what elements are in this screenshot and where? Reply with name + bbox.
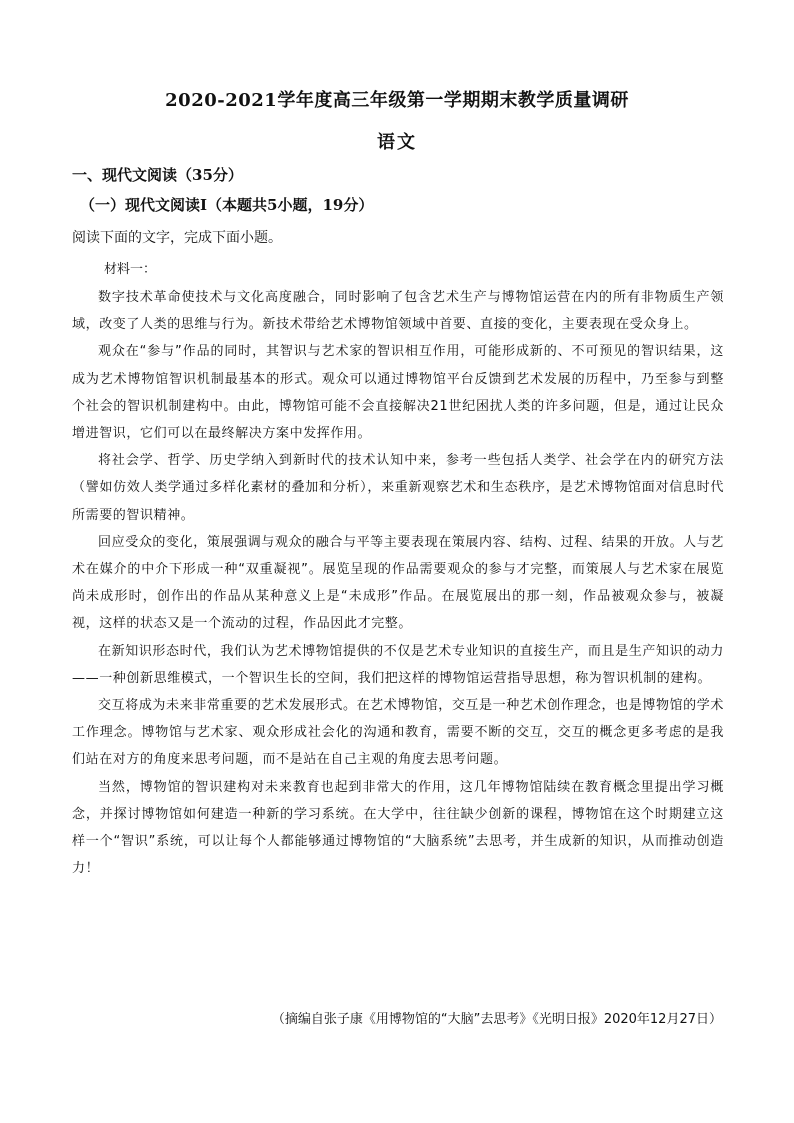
paragraph-4: 回应受众的变化，策展强调与观众的融合与平等主要表现在策展内容、结构、过程、结果的开放。人与艺术在媒介的中介下形成一种“双重凝视”。展览呈现的作品需要观众的参与才完整，而策展人与艺术家在展览尚未成形时，创作出的作品从某种意义上是“未成形”作品。在展览展出的那一刻，作品被观众参与，被凝视，这样的状态又是一个流动的过程，作品因此才完整。 — [72, 534, 724, 632]
section-heading: 一、现代文阅读（35分） — [72, 166, 243, 184]
paragraph-6: 交互将成为未来非常重要的艺术发展形式。在艺术博物馆，交互是一种艺术创作理念，也是博物馆的学术工作理念。博物馆与艺术家、观众形成社会化的沟通和教育，需要不断的交互，交互的概念更多考虑的是我们站在对方的角度来思考问题，而不是站在自己主观的角度去思考问题。 — [72, 698, 724, 768]
source-citation: （摘编自张子康《用博物馆的“大脑”去思考》《光明日报》2020年12月27日） — [271, 1012, 722, 1027]
section-subheading: （一）现代文阅读Ⅰ（本题共5小题，19分） — [80, 196, 374, 214]
material-body — [72, 284, 724, 882]
paragraph-2: 观众在“参与”作品的同时，其智识与艺术家的智识相互作用，可能形成新的、不可预见的智识结果，这成为艺术博物馆智识机制最基本的形式。观众可以通过博物馆平台反馈到艺术发展的历程中，乃至参与到整个社会的智识机制建构中。由此，博物馆可能不会直接解决21世纪困扰人类的许多问题，但是，通过让民众增进智识，它们可以在最终解决方案中发挥作用。 — [72, 344, 724, 442]
paragraph-7: 当然，博物馆的智识建构对未来教育也起到非常大的作用，这几年博物馆陆续在教育概念里提出学习概念，并探讨博物馆如何建造一种新的学习系统。在大学中，往往缺少创新的课程，博物馆在这个时期建立这样一个“智识”系统，可以让每个人都能够通过博物馆的“大脑系统”去思考，并生成新的知识，从而推动创造力！ — [72, 779, 724, 877]
paragraph-3: 将社会学、哲学、历史学纳入到新时代的技术认知中来，参考一些包括人类学、社会学在内的研究方法（譬如仿效人类学通过多样化素材的叠加和分析），来重新观察艺术和生态秩序，是艺术博物馆面对信息时代所需要的智识精神。 — [72, 453, 724, 523]
exam-title: 2020-2021学年度高三年级第一学期期末教学质量调研 — [165, 90, 629, 111]
reading-instruction: 阅读下面的文字，完成下面小题。 — [72, 230, 282, 246]
material-label: 材料一： — [104, 262, 157, 277]
subject-title: 语文 — [377, 132, 417, 153]
paragraph-5: 在新知识形态时代，我们认为艺术博物馆提供的不仅是艺术专业知识的直接生产，而且是生产知识的动力——一种创新思维模式，一个智识生长的空间，我们把这样的博物馆运营指导思想，称为智识机制的建构。 — [72, 643, 724, 686]
paragraph-1: 数字技术革命使技术与文化高度融合，同时影响了包含艺术生产与博物馆运营在内的所有非物质生产领域，改变了人类的思维与行为。新技术带给艺术博物馆领域中首要、直接的变化，主要表现在受众身上。 — [72, 290, 724, 333]
